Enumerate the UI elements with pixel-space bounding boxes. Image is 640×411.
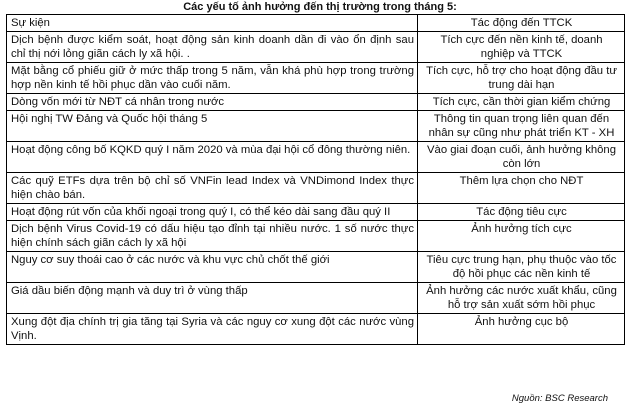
impact-cell: Vào giai đoạn cuối, ảnh hưởng không còn lớn (418, 142, 625, 173)
table-row (7, 283, 625, 314)
event-cell: Các quỹ ETFs dựa trên bộ chỉ số VNFin lead Index và VNDimond Index thực hiện chào bán. (7, 173, 418, 204)
table-row (7, 314, 625, 345)
market-factors-table (6, 14, 625, 345)
table-row (7, 221, 625, 252)
impact-cell: Thông tin quan trọng liên quan đến nhân sự cũng như phát triển KT - XH (418, 111, 625, 142)
event-cell: Xung đột địa chính trị gia tăng tại Syria và các nguy cơ xung đột các nước vùng Vịnh. (7, 314, 418, 345)
impact-cell: Thêm lựa chọn cho NĐT (418, 173, 625, 204)
event-cell: Mặt bằng cổ phiếu giữ ở mức thấp trong 5 năm, vẫn khá phù hợp trong trường hợp nền kinh tế hồi phục dần vào cuối năm. (7, 63, 418, 94)
impact-cell: Ảnh hưởng tích cực (418, 221, 625, 252)
table-header-row (7, 15, 625, 32)
impact-cell: Tích cực, hỗ trợ cho hoạt động đầu tư trung dài hạn (418, 63, 625, 94)
event-cell: Dịch bệnh Virus Covid-19 có dấu hiệu tạo đỉnh tại nhiều nước. 1 số nước thực hiện chính sách giãn cách ly xã hội (7, 221, 418, 252)
event-cell: Nguy cơ suy thoái cao ở các nước và khu vực chủ chốt thế giới (7, 252, 418, 283)
impact-cell: Tiêu cực trung hạn, phụ thuộc vào tốc độ hồi phục các nền kinh tế (418, 252, 625, 283)
source-note: Nguồn: BSC Research (511, 393, 608, 404)
event-cell: Hoạt động công bố KQKD quý I năm 2020 và mùa đại hội cổ đông thường niên. (7, 142, 418, 173)
table-row (7, 32, 625, 63)
table-row (7, 142, 625, 173)
event-cell: Dòng vốn mới từ NĐT cá nhân trong nước (7, 94, 418, 111)
impact-cell: Ảnh hưởng cục bộ (418, 314, 625, 345)
table-row (7, 252, 625, 283)
table-row (7, 63, 625, 94)
event-cell: Dịch bệnh được kiểm soát, hoạt động sản kinh doanh dần đi vào ổn định sau chỉ thị nới lỏng giãn cách ly xã hội. . (7, 32, 418, 63)
table-row (7, 111, 625, 142)
event-cell: Hoạt động rút vốn của khối ngoại trong quý I, có thể kéo dài sang đầu quý II (7, 204, 418, 221)
table-row (7, 173, 625, 204)
event-cell: Giá dầu biến động mạnh và duy trì ở vùng thấp (7, 283, 418, 314)
table-row (7, 204, 625, 221)
event-cell: Hội nghị TW Đảng và Quốc hội tháng 5 (7, 111, 418, 142)
header-event: Sự kiện (7, 15, 418, 32)
impact-cell: Tích cực, cần thời gian kiểm chứng (418, 94, 625, 111)
table-title: Các yếu tố ảnh hưởng đến thị trường trong tháng 5: (183, 1, 457, 13)
table-row (7, 94, 625, 111)
impact-cell: Tác động tiêu cực (418, 204, 625, 221)
impact-cell: Ảnh hưởng các nước xuất khẩu, cũng hỗ trợ sản xuất sớm hồi phục (418, 283, 625, 314)
impact-cell: Tích cực đến nền kinh tế, doanh nghiệp và TTCK (418, 32, 625, 63)
header-impact: Tác động đến TTCK (418, 15, 625, 32)
